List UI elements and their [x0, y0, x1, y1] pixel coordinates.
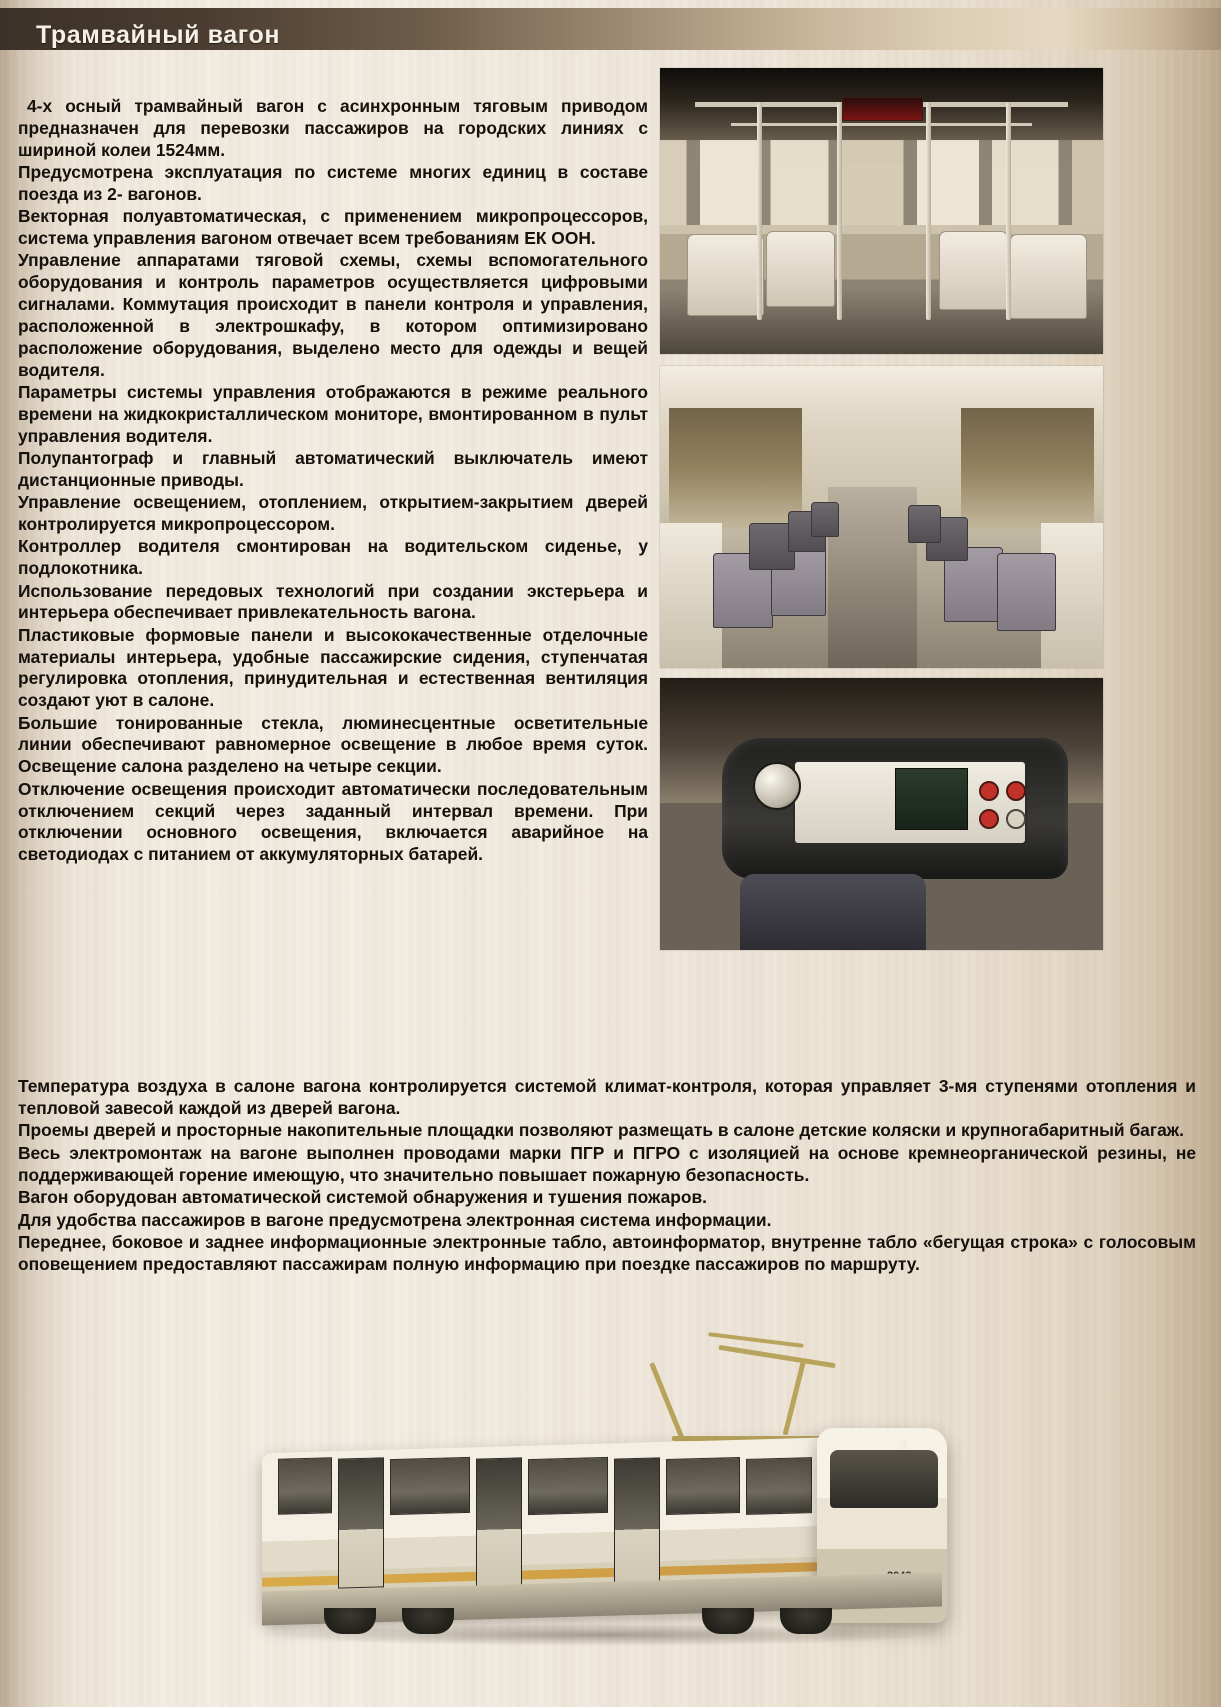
paragraph: Переднее, боковое и заднее информационные электронные табло, автоинформатор, внутренне табло «бегущая строка» с голосовым оповещением предоставляют пассажирам полную информацию при поездке пассажиров по маршруту. [18, 1231, 1196, 1274]
paragraph: Параметры системы управления отображаются в режиме реального времени на жидкокристаллическом мониторе, вмонтированном в пульт управления водителя. [18, 381, 648, 446]
destination-sign [842, 97, 924, 122]
paragraph: Предусмотрена эксплуатация по системе многих единиц в составе поезда из 2- вагонов. [18, 162, 648, 204]
wheel [702, 1608, 754, 1634]
tram-exterior-photo [232, 1332, 992, 1682]
paragraph: Использование передовых технологий при создании экстерьера и интерьера обеспечивает привлекательность вагона. [18, 580, 648, 623]
passenger-seat [997, 553, 1057, 631]
side-window [278, 1457, 332, 1515]
driver-cab-console-photo [660, 678, 1103, 950]
passenger-seat [766, 231, 834, 307]
lcd-monitor [895, 768, 968, 830]
passenger-door [614, 1457, 660, 1588]
tram-interior-seats-photo [660, 68, 1103, 354]
passenger-seat [811, 502, 840, 537]
paragraph: Управление аппаратами тяговой схемы, схемы вспомогательного оборудования и контроль параметров осуществляется цифровыми сигналами. Коммутация происходит в панели контроля и управления, расположенной в электрошкафу, в котором оптимизировано расположение оборудования, выделено место для одежды и вещей водителя. [18, 250, 648, 380]
red-button [979, 809, 999, 829]
paragraph: Весь электромонтаж на вагоне выполнен проводами марки ПГР и ПГРО с изоляцией на основе кремнеорганической резины, не поддерживающей горение имеющую, что значительно повышает пожарную безопасность. [18, 1142, 1196, 1185]
page-title: Трамвайный вагон [36, 21, 281, 49]
passenger-seat [939, 231, 1007, 310]
driver-seat [740, 874, 926, 950]
aisle [828, 487, 917, 668]
passenger-door [476, 1457, 522, 1588]
side-window [390, 1457, 470, 1515]
paragraph: Большие тонированные стекла, люминесцентные осветительные линии обеспечивают равномерное освещение в любое время суток. Освещение салона разделено на четыре секции. [18, 712, 648, 777]
paragraph: Векторная полуавтоматическая, с применением микропроцессоров, система управления вагоном отвечает всем требованиям ЕК ООН. [18, 206, 648, 249]
side-window [528, 1457, 608, 1515]
route-number: 3 [900, 1438, 907, 1452]
window-right [961, 408, 1094, 529]
wheel [324, 1608, 376, 1634]
window-left [669, 408, 802, 529]
white-button [1006, 809, 1026, 829]
tram-interior-aisle-photo [660, 366, 1103, 668]
paragraph: Для удобства пассажиров в вагоне предусмотрена электронная система информации. [18, 1209, 772, 1230]
left-text-column [18, 96, 648, 867]
wheel [402, 1608, 454, 1634]
passenger-seat [1010, 234, 1087, 319]
paragraph: Управление освещением, отоплением, открытием-закрытием дверей контролируется микропроцессором. [18, 492, 648, 535]
grab-pole [1006, 102, 1011, 319]
side-window [666, 1457, 740, 1515]
grab-pole [757, 102, 762, 319]
passenger-door [338, 1457, 384, 1588]
header-band [0, 8, 1221, 50]
paragraph: Вагон оборудован автоматической системой обнаружения и тушения пожаров. [18, 1187, 708, 1208]
side-window [746, 1457, 812, 1515]
paragraph: Отключение освещения происходит автоматически последовательным отключением секций через заданный интервал времени. При отключении основного освещения, включается аварийное на светодиодах с питанием от аккумуляторных батарей. [18, 778, 648, 865]
windshield [830, 1450, 938, 1508]
paragraph: Проемы дверей и просторные накопительные площадки позволяют размещать в салоне детские коляски и крупногабаритный багаж. [18, 1120, 1184, 1141]
red-button [1006, 781, 1026, 801]
paragraph: Пластиковые формовые панели и высококачественные отделочные материалы интерьера, удобные пассажирские сидения, ступенчатая регулировка отопления, принудительная и естественная вентиляция создают уют в салоне. [18, 624, 648, 711]
speedometer-gauge [753, 762, 801, 810]
window-row [660, 140, 1103, 226]
paragraph: 4-х осный трамвайный вагон с асинхронным тяговым приводом предназначен для перевозки пассажиров на городских линиях с шириной колеи 1524мм. [18, 96, 648, 160]
passenger-seat [908, 505, 941, 543]
paragraph: Температура воздуха в салоне вагона контролируется системой климат-контроля, которая управляет 3-мя ступенями отопления и тепловой завесой каждой из дверей вагона. [18, 1076, 1196, 1118]
paragraph: Полупантограф и главный автоматический выключатель имеют дистанционные приводы. [18, 448, 648, 490]
paragraph: Контроллер водителя смонтирован на водительском сиденье, у подлокотника. [18, 536, 648, 579]
grab-pole [837, 102, 842, 319]
passenger-seat [687, 234, 764, 316]
lower-text-block [18, 1076, 1196, 1276]
grab-pole [926, 102, 931, 319]
wheel [780, 1608, 832, 1634]
